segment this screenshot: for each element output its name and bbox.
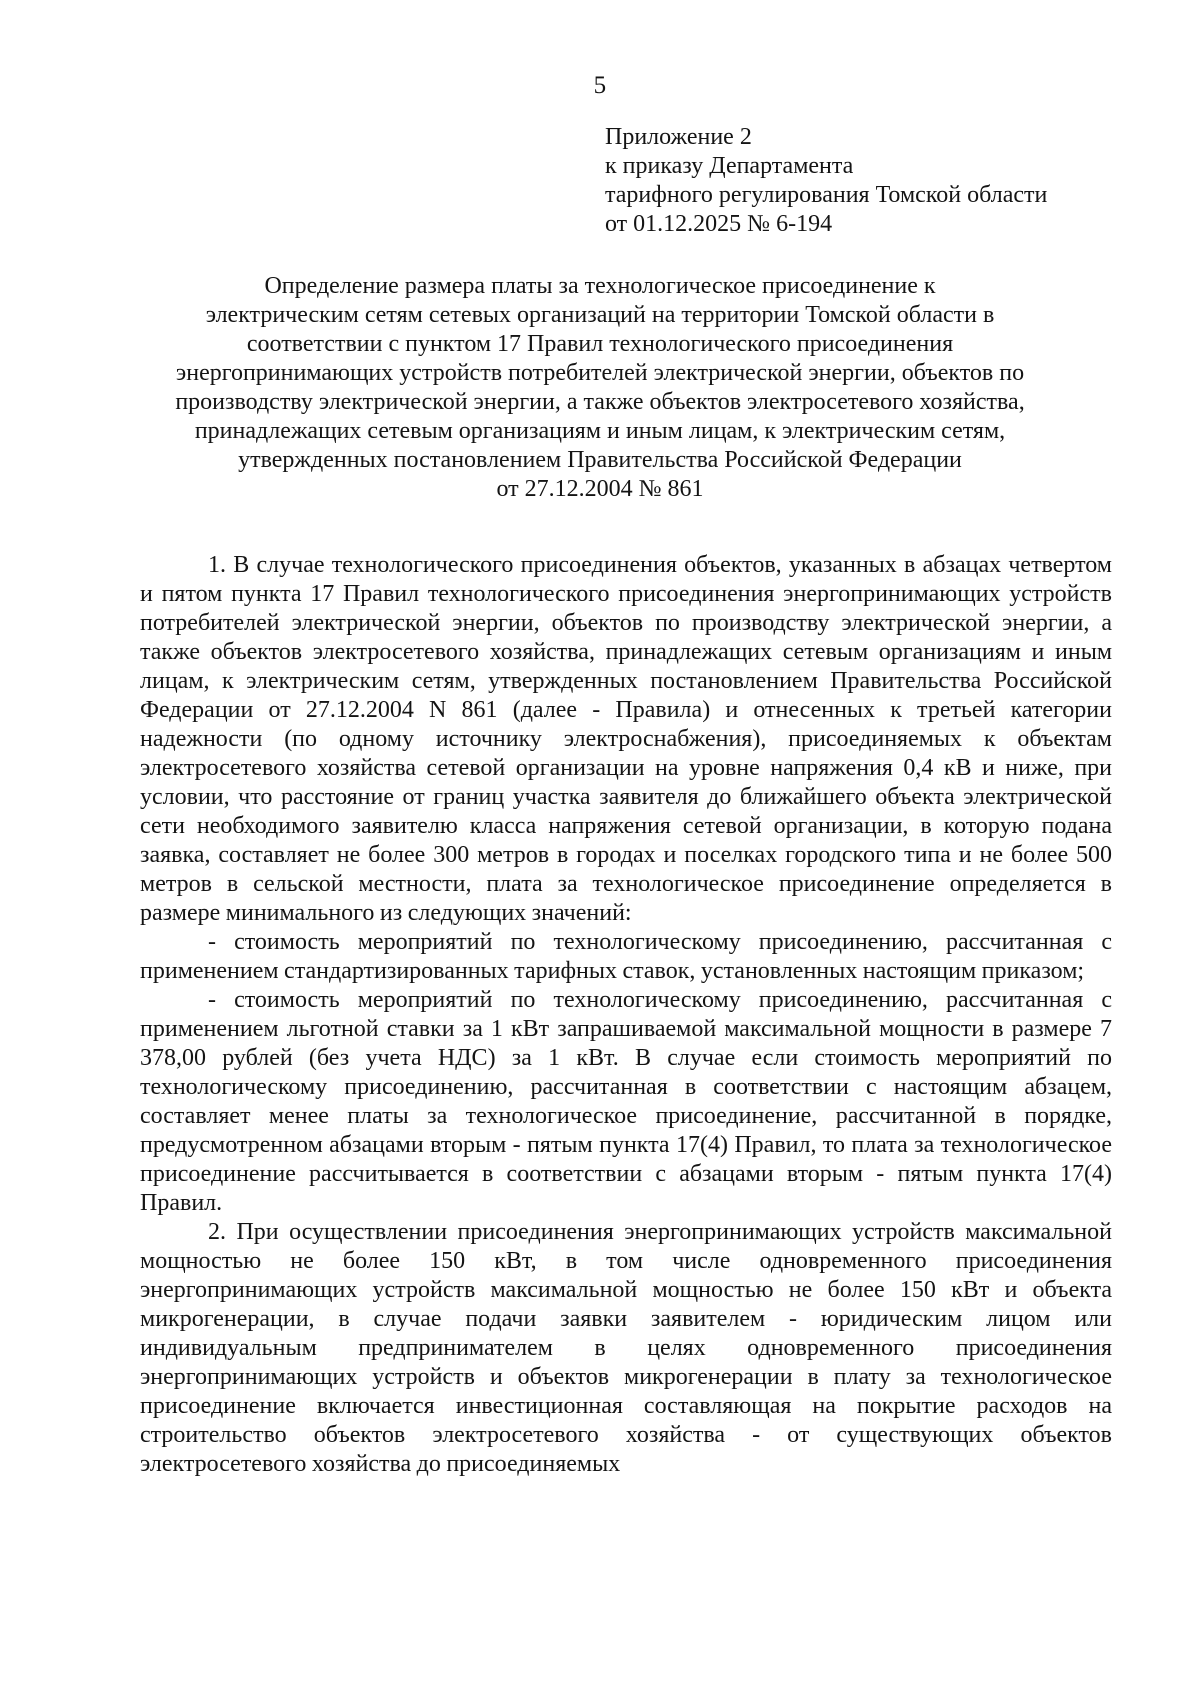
appendix-line: Приложение 2 — [605, 124, 752, 150]
title-line: утвержденных постановлением Правительства Российской Федерации — [238, 447, 962, 473]
title-line: от 27.12.2004 № 861 — [496, 476, 704, 502]
appendix-header — [605, 123, 1165, 239]
title-line: производству электрической энергии, а также объектов электросетевого хозяйства, — [175, 389, 1025, 415]
document-title — [120, 272, 1080, 504]
title-line: энергопринимающих устройств потребителей электрической энергии, объектов по — [175, 360, 1025, 386]
paragraph-1-item-2: - стоимость мероприятий по технологическому присоединению, рассчитанная с применением льготной ставки за 1 кВт запрашиваемой максимальной мощности в размере 7 378,00 рублей (без учета НДС) за 1 кВт. В случае если стоимость мероприятий по технологическому присоединению, рассчитанная в соответствии с настоящим абзацем, составляет менее платы за технологическое присоединение, рассчитанной в порядке, предусмотренном абзацами вторым - пятым пункта 17(4) Правил, то плата за технологическое присоединение рассчитывается в соответствии с абзацами вторым - пятым пункта 17(4) Правил. — [140, 987, 1112, 1216]
paragraph-2: 2. При осуществлении присоединения энергопринимающих устройств максимальной мощностью не более 150 кВт, в том числе одновременного присоединения энергопринимающих устройств максимальной мощностью не более 150 кВт и объекта микрогенерации, в случае подачи заявки заявителем - юридическим лицом или индивидуальным предпринимателем в целях одновременного присоединения энергопринимающих устройств и объектов микрогенерации в плату за технологическое присоединение включается инвестиционная составляющая на покрытие расходов на строительство объектов электросетевого хозяйства - от существующих объектов электросетевого хозяйства до присоединяемых — [140, 1219, 1112, 1477]
paragraph-1-item-1: - стоимость мероприятий по технологическому присоединению, рассчитанная с применением стандартизированных тарифных ставок, установленных настоящим приказом; — [140, 929, 1112, 984]
paragraph-1: 1. В случае технологического присоединения объектов, указанных в абзацах четвертом и пятом пункта 17 Правил технологического присоединения энергопринимающих устройств потребителей электрической энергии, объектов по производству электрической энергии, а также объектов электросетевого хозяйства, принадлежащих сетевым организациям и иным лицам, к электрическим сетям, утвержденных постановлением Правительства Российской Федерации от 27.12.2004 N 861 (далее - Правила) и отнесенных к третьей категории надежности (по одному источнику электроснабжения), присоединяемых к объектам электросетевого хозяйства сетевой организации на уровне напряжения 0,4 кВ и ниже, при условии, что расстояние от границ участка заявителя до ближайшего объекта электрической сети необходимого заявителю класса напряжения сетевой организации, в которую подана заявка, составляет не более 300 метров в городах и поселках городского типа и не более 500 метров в сельской местности, плата за технологическое присоединение определяется в размере минимального из следующих значений: — [140, 552, 1112, 926]
title-line: электрическим сетям сетевых организаций на территории Томской области в — [205, 302, 995, 328]
appendix-line: от 01.12.2025 № 6-194 — [605, 211, 833, 237]
title-line: соответствии с пунктом 17 Правил технологического присоединения — [246, 331, 954, 357]
appendix-line: к приказу Департамента — [605, 153, 854, 179]
title-line: Определение размера платы за технологическое присоединение к — [264, 273, 936, 299]
document-body — [140, 551, 1112, 1479]
page-number: 5 — [593, 72, 607, 99]
appendix-line: тарифного регулирования Томской области — [605, 182, 1048, 208]
title-line: принадлежащих сетевым организациям и иным лицам, к электрическим сетям, — [194, 418, 1006, 444]
